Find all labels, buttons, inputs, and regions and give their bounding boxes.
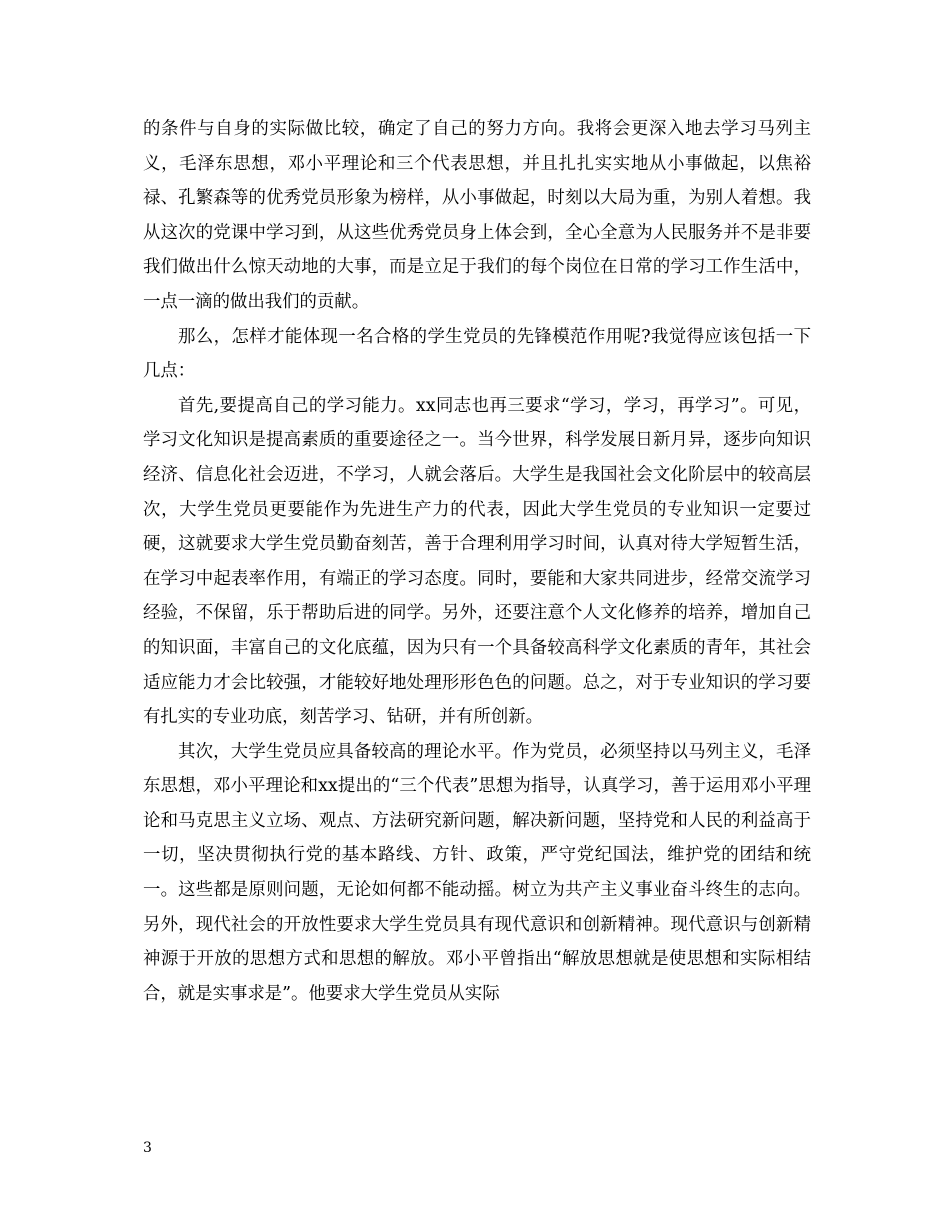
paragraph-continued: 的条件与自身的实际做比较，确定了自己的努力方向。我将会更深入地去学习马列主义，毛泽东思想，邓小平理论和三个代表思想，并且扎扎实实地从小事做起，以焦裕禄、孔繁森等的优秀党员形象为榜样，从小事做起，时刻以大局为重，为别人着想。我从这次的党课中学习到，从这些优秀党员身上体会到，全心全意为人民服务并不是非要我们做出什么惊天动地的大事，而是立足于我们的每个岗位在日常的学习工作生活中，一点一滴的做出我们的贡献。 (143, 119, 811, 312)
page-number: 3 (143, 1140, 152, 1156)
paragraph-question: 那么，怎样才能体现一名合格的学生党员的先锋模范作用呢?我觉得应该包括一下几点： (143, 326, 811, 382)
paragraph-first-point: 首先,要提高自己的学习能力。xx同志也再三要求“学习，学习，再学习”。可见，学习文化知识是提高素质的重要途径之一。当今世界，科学发展日新月异，逐步向知识经济、信息化社会迈进，不学习，人就会落后。大学生是我国社会文化阶层中的较高层次，大学生党员更要能作为先进生产力的代表，因此大学生党员的专业知识一定要过硬，这就要求大学生党员勤奋刻苦，善于合理利用学习时间，认真对待大学短暂生活，在学习中起表率作用，有端正的学习态度。同时，要能和大家共同进步，经常交流学习经验，不保留，乐于帮助后进的同学。另外，还要注意个人文化修养的培养，增加自己的知识面，丰富自己的文化底蕴，因为只有一个具备较高科学文化素质的青年，其社会适应能力才会比较强，才能较好地处理形形色色的问题。总之，对于专业知识的学习要有扎实的专业功底，刻苦学习、钻研，并有所创新。 (143, 395, 811, 728)
body-text (143, 112, 811, 1011)
paragraph-second-point: 其次，大学生党员应具备较高的理论水平。作为党员，必须坚持以马列主义，毛泽东思想，邓小平理论和xx提出的“三个代表”思想为指导，认真学习，善于运用邓小平理论和马克思主义立场、观点、方法研究新问题，解决新问题，坚持党和人民的利益高于一切，坚决贯彻执行党的基本路线、方针、政策，严守党纪国法，维护党的团结和统一。这些都是原则问题，无论如何都不能动摇。树立为共产主义事业奋斗终生的志向。另外，现代社会的开放性要求大学生党员具有现代意识和创新精神。现代意识与创新精神源于开放的思想方式和思想的解放。邓小平曾指出“解放思想就是使思想和实际相结合，就是实事求是”。他要求大学生党员从实际 (143, 741, 811, 1004)
